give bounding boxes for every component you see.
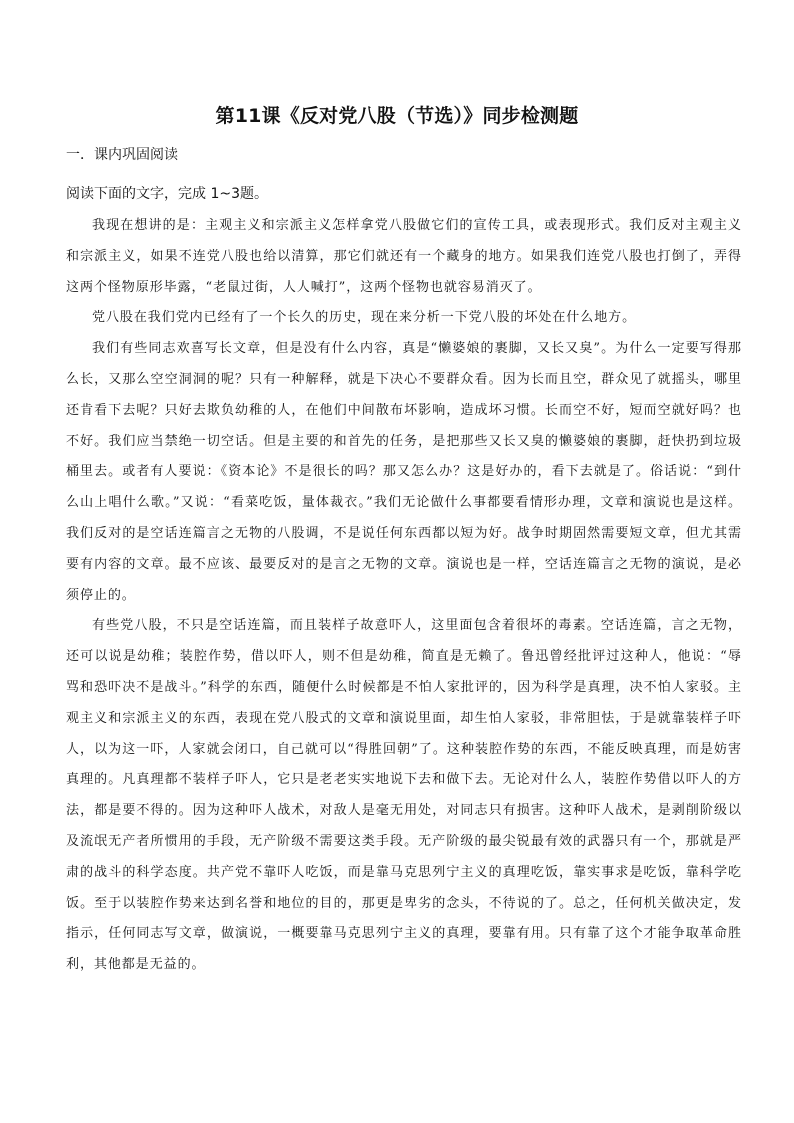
section-heading: 一．课内巩固阅读 [66, 147, 178, 163]
reading-passage [66, 211, 742, 981]
passage-paragraph-3: 我们有些同志欢喜写长文章，但是没有什么内容，真是“懒婆娘的裹脚，又长又臭”。为什么一定要写得那么长，又那么空空洞洞的呢？只有一种解释，就是下决心不要群众看。因为长而且空，群众见了就摇头，哪里还肯看下去呢？只好去欺负幼稚的人，在他们中间散布坏影响，造成坏习惯。长而空不好，短而空就好吗？也不好。我们应当禁绝一切空话。但是主要的和首先的任务，是把那些又长又臭的懒婆娘的裹脚，赶快扔到垃圾桶里去。或者有人要说：《资本论》不是很长的吗？那又怎么办？这是好办的，看下去就是了。俗话说：“到什么山上唱什么歌。”又说：“看菜吃饭，量体裁衣。”我们无论做什么事都要看情形办理，文章和演说也是这样。我们反对的是空话连篇言之无物的八股调，不是说任何东西都以短为好。战争时期固然需要短文章，但尤其需要有内容的文章。最不应该、最要反对的是言之无物的文章。演说也是一样，空话连篇言之无物的演说，是必须停止的。 [66, 341, 742, 603]
passage-paragraph-2: 党八股在我们党内已经有了一个长久的历史，现在来分析一下党八股的坏处在什么地方。 [92, 310, 637, 326]
passage-paragraph-4: 有些党八股，不只是空话连篇，而且装样子故意吓人，这里面包含着很坏的毒素。空话连篇，言之无物，还可以说是幼稚；装腔作势，借以吓人，则不但是幼稚，简直是无赖了。鲁迅曾经批评过这种人，他说：“辱骂和恐吓决不是战斗。”科学的东西，随便什么时候都是不怕人家批评的，因为科学是真理，决不怕人家驳。主观主义和宗派主义的东西，表现在党八股式的文章和演说里面，却生怕人家驳，非常胆怯，于是就靠装样子吓人，以为这一吓，人家就会闭口，自己就可以“得胜回朝”了。这种装腔作势的东西，不能反映真理，而是妨害真理的。凡真理都不装样子吓人，它只是老老实实地说下去和做下去。无论对什么人，装腔作势借以吓人的方法，都是要不得的。因为这种吓人战术，对敌人是毫无用处，对同志只有损害。这种吓人战术，是剥削阶级以及流氓无产者所惯用的手段，无产阶级不需要这类手段。无产阶级的最尖锐最有效的武器只有一个，那就是严肃的战斗的科学态度。共产党不靠吓人吃饭，而是靠马克思列宁主义的真理吃饭，靠实事求是吃饭，靠科学吃饭。至于以装腔作势来达到名誉和地位的目的，那更是卑劣的念头，不待说的了。总之，任何机关做决定，发指示，任何同志写文章，做演说，一概要靠马克思列宁主义的真理，要靠有用。只有靠了这个才能争取革命胜利，其他都是无益的。 [66, 618, 742, 973]
document-title: 第11课《反对党八股（节选）》同步检测题 [215, 105, 579, 127]
passage-paragraph-1: 我现在想讲的是：主观主义和宗派主义怎样拿党八股做它们的宣传工具，或表现形式。我们反对主观主义和宗派主义，如果不连党八股也给以清算，那它们就还有一个藏身的地方。如果我们连党八股也打倒了，弄得这两个怪物原形毕露，“老鼠过街，人人喊打”，这两个怪物也就容易消灭了。 [66, 218, 742, 295]
reading-instruction: 阅读下面的文字，完成 1~3题。 [66, 186, 268, 202]
